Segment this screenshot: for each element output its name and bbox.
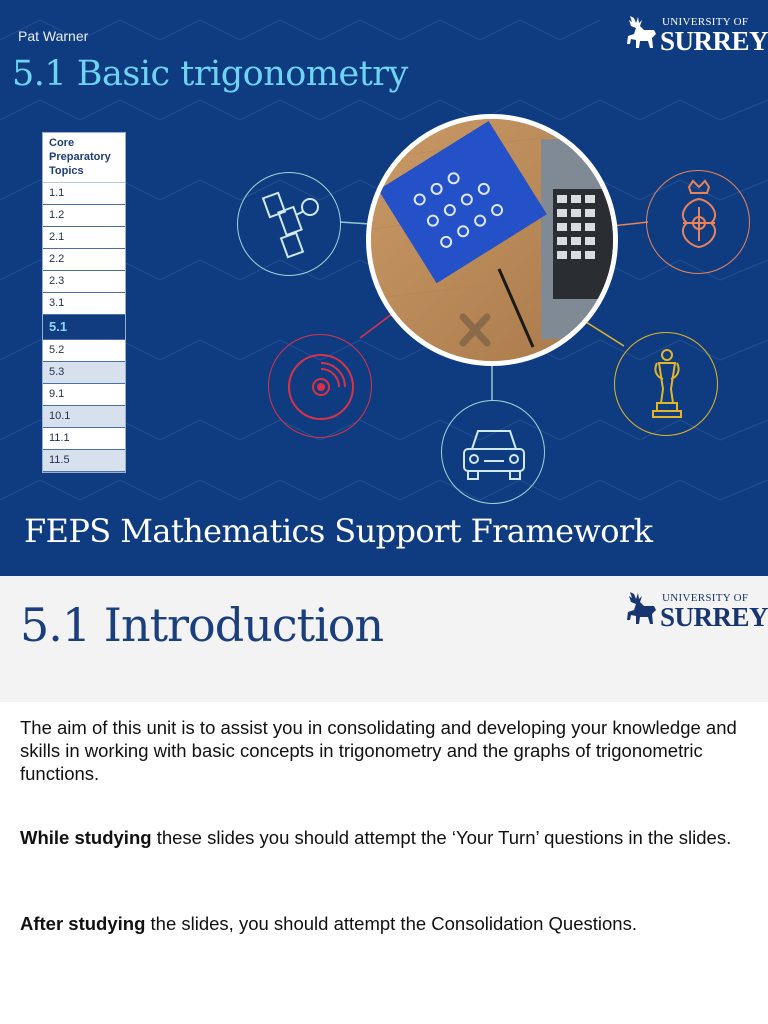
while-studying-paragraph: [20, 826, 748, 849]
intro-paragraph: The aim of this unit is to assist you in consolidating and developing your knowledge and skills in working with basic concepts in trigonometry and the graphs of trigonometric functions.: [20, 717, 737, 784]
after-studying-text: the slides, you should attempt the Consolidation Questions.: [145, 913, 637, 934]
topic-item[interactable]: 2.1: [43, 227, 125, 249]
disc-icon: [268, 334, 372, 438]
topic-item[interactable]: 1.2: [43, 205, 125, 227]
while-studying-label: While studying: [20, 827, 152, 848]
stag-icon: [624, 590, 658, 628]
intro-title: 5.1 Introduction: [20, 598, 384, 652]
topics-header: Core Preparatory Topics: [43, 133, 125, 183]
topic-item[interactable]: 1.1: [43, 183, 125, 205]
topic-item[interactable]: 10.1: [43, 406, 125, 428]
topic-item[interactable]: 9.1: [43, 384, 125, 406]
stag-icon: [624, 14, 658, 52]
framework-subtitle: FEPS Mathematics Support Framework: [24, 512, 653, 550]
satellite-icon: [237, 172, 341, 276]
topic-item[interactable]: 5.3: [43, 362, 125, 384]
topic-item[interactable]: 5.1: [43, 315, 125, 340]
car-icon: [441, 400, 545, 504]
while-studying-text: these slides you should attempt the ‘Your Turn’ questions in the slides.: [151, 827, 732, 848]
topic-item[interactable]: 11.1: [43, 428, 125, 450]
topic-item[interactable]: 11.5: [43, 450, 125, 472]
slide-title: 5.1 Basic trigonometry: [12, 54, 408, 94]
author-name: Pat Warner: [18, 28, 89, 44]
topic-item[interactable]: 2.3: [43, 271, 125, 293]
logo-line1: UNIVERSITY OF: [662, 16, 749, 28]
intro-slide-header: [0, 576, 768, 702]
after-studying-label: After studying: [20, 913, 146, 934]
crest-icon: [646, 170, 750, 274]
trophy-icon: [614, 332, 718, 436]
after-studying-paragraph: [20, 912, 748, 935]
topic-item[interactable]: 3.1: [43, 293, 125, 315]
logo-line2: SURREY: [660, 26, 768, 56]
logo-line1: UNIVERSITY OF: [662, 592, 749, 604]
logo-line2: SURREY: [660, 602, 768, 632]
topic-item[interactable]: 5.2: [43, 340, 125, 362]
topics-list: [42, 132, 126, 473]
university-logo-dark: [624, 590, 768, 632]
topic-item[interactable]: 2.2: [43, 249, 125, 271]
university-logo: [624, 14, 768, 56]
desk-photo: [366, 114, 618, 366]
